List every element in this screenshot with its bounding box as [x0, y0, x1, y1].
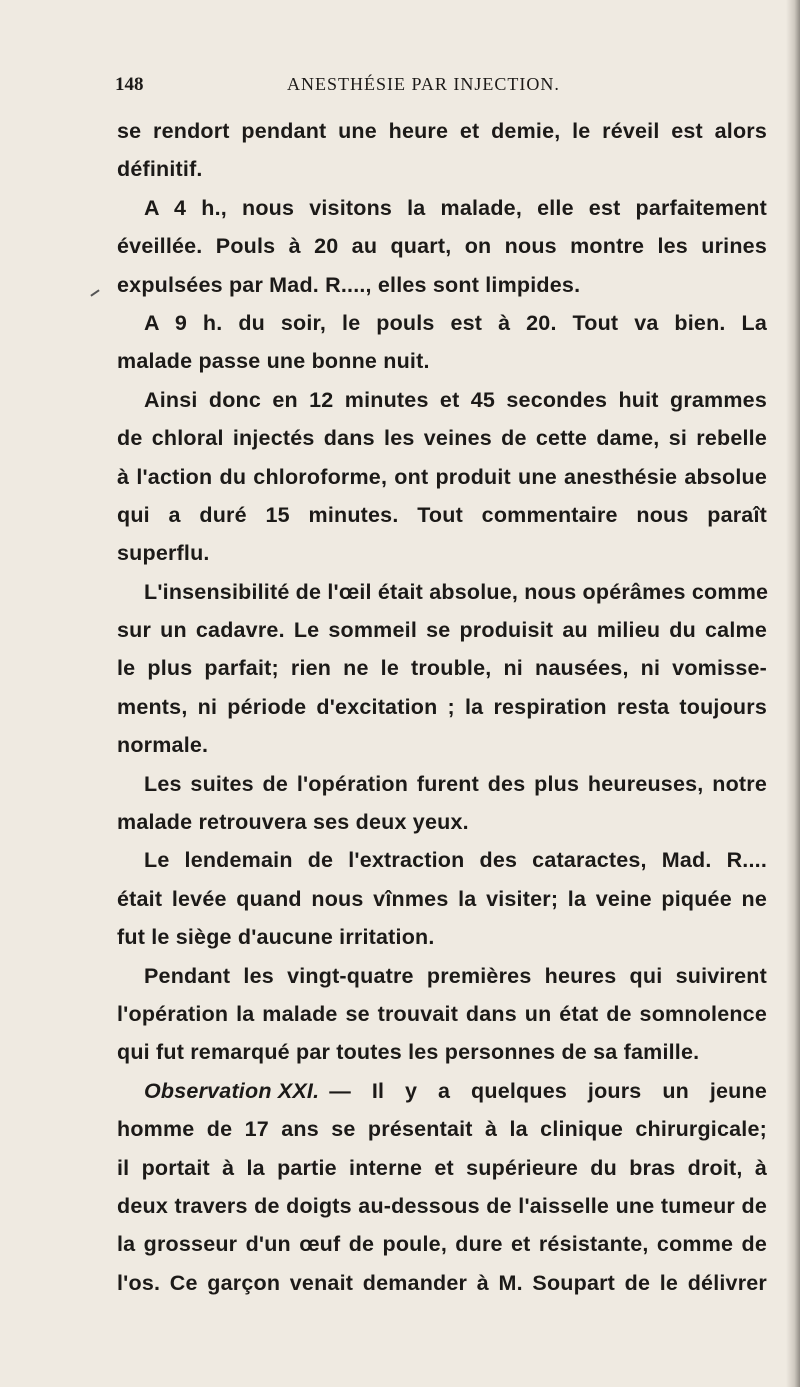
text-line: normale. [117, 733, 209, 758]
text-line: Ainsi donc en 12 minutes et 45 secondes huit grammes [144, 387, 767, 412]
text-line: superflu. [117, 541, 210, 566]
margin-mark [90, 289, 99, 296]
text-line: définitif. [117, 157, 203, 182]
text-line: était levée quand nous vînmes la visiter; la veine piquée ne [117, 886, 767, 911]
text-line: expulsées par Mad. R...., elles sont limpides. [117, 272, 581, 297]
text-line: Pendant les vingt-quatre premières heures qui suivirent [144, 963, 767, 988]
text-line: deux travers de doigts au-dessous de l'aisselle une tumeur de [117, 1193, 767, 1218]
text-line: l'opération la malade se trouvait dans un état de somnolence [117, 1001, 767, 1026]
text-line: ments, ni période d'excitation ; la respiration resta toujours [117, 694, 767, 719]
text-line: éveillée. Pouls à 20 au quart, on nous montre les urines [117, 234, 767, 259]
observation-heading: Observation XXI. [144, 1078, 320, 1103]
text-line: malade retrouvera ses deux yeux. [117, 810, 469, 835]
text-line: homme de 17 ans se présentait à la clinique chirurgicale; [117, 1117, 767, 1142]
observation-text: — Il y a quelques jours un jeune [329, 1078, 767, 1103]
text-line: l'os. Ce garçon venait demander à M. Soupart de le délivrer [117, 1270, 767, 1295]
running-title: ANESTHÉSIE PAR INJECTION. [287, 74, 560, 94]
observation-line [117, 1072, 767, 1110]
text-line: L'insensibilité de l'œil était absolue, nous opérâmes comme [144, 579, 769, 604]
text-line: Les suites de l'opération furent des plus heureuses, notre [144, 771, 767, 796]
page-number: 148 [115, 74, 144, 95]
text-line: le plus parfait; rien ne le trouble, ni nausées, ni vomisse- [117, 656, 767, 681]
text-line: qui fut remarqué par toutes les personnes de sa famille. [117, 1040, 700, 1065]
text-line: de chloral injectés dans les veines de cette dame, si rebelle [117, 426, 767, 451]
body-text [117, 112, 767, 1302]
text-line: sur un cadavre. Le sommeil se produisit au milieu du calme [117, 618, 767, 643]
text-line: malade passe une bonne nuit. [117, 349, 430, 374]
page-edge-shadow [786, 0, 800, 1387]
text-line: qui a duré 15 minutes. Tout commentaire nous paraît [117, 502, 767, 527]
page-header [115, 74, 765, 104]
text-line: à l'action du chloroforme, ont produit une anesthésie absolue [117, 464, 767, 489]
text-line: A 9 h. du soir, le pouls est à 20. Tout va bien. La [144, 310, 767, 335]
text-line: Le lendemain de l'extraction des cataractes, Mad. R.... [144, 848, 767, 873]
text-line: A 4 h., nous visitons la malade, elle est parfaitement [144, 195, 767, 220]
text-line: fut le siège d'aucune irritation. [117, 925, 435, 950]
text-line: la grosseur d'un œuf de poule, dure et résistante, comme de [117, 1232, 767, 1257]
text-line: se rendort pendant une heure et demie, le réveil est alors [117, 119, 767, 143]
text-line: il portait à la partie interne et supérieure du bras droit, à [117, 1155, 767, 1180]
